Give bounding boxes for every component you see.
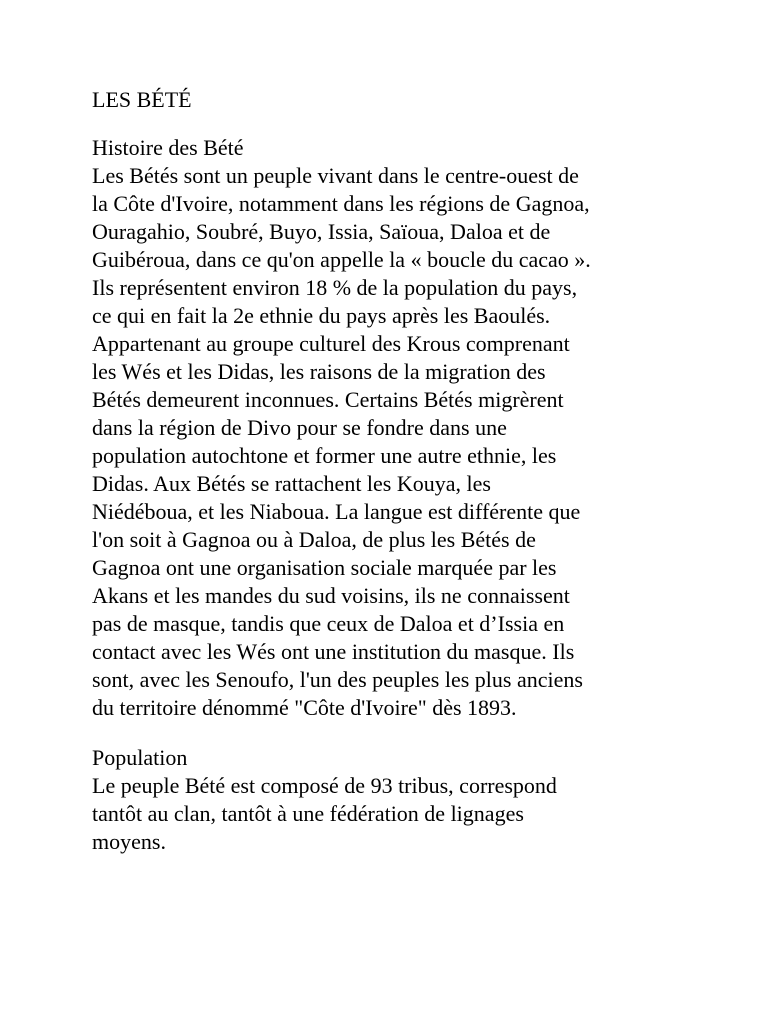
text-line: Akans et les mandes du sud voisins, ils ne connaissent [92,583,570,608]
section-heading-histoire: Histoire des Bété [92,135,244,160]
text-line: dans la région de Divo pour se fondre dans une [92,415,507,440]
text-line: l'on soit à Gagnoa ou à Daloa, de plus les Bétés de [92,527,536,552]
text-line: Appartenant au groupe culturel des Krous comprenant [92,331,570,356]
section-histoire [92,134,708,722]
text-line: ce qui en fait la 2e ethnie du pays après les Baoulés. [92,303,551,328]
text-line: Bétés demeurent inconnues. Certains Bétés migrèrent [92,387,564,412]
section-population [92,744,708,856]
section-heading-population: Population [92,745,188,770]
document-title: LES BÉTÉ [92,87,192,112]
text-line: sont, avec les Senoufo, l'un des peuples les plus anciens [92,667,583,692]
text-line: pas de masque, tandis que ceux de Daloa et d’Issia en [92,611,565,636]
text-line: du territoire dénommé "Côte d'Ivoire" dès 1893. [92,695,517,720]
text-line: Ouragahio, Soubré, Buyo, Issia, Saïoua, Daloa et de [92,219,551,244]
section-body-population [92,772,708,856]
text-line: Gagnoa ont une organisation sociale marquée par les [92,555,557,580]
text-line: la Côte d'Ivoire, notamment dans les régions de Gagnoa, [92,191,590,216]
text-line: population autochtone et former une autre ethnie, les [92,443,557,468]
text-line: contact avec les Wés ont une institution du masque. Ils [92,639,575,664]
text-line: Guibéroua, dans ce qu'on appelle la « boucle du cacao ». [92,247,591,272]
text-line: Niédéboua, et les Niaboua. La langue est différente que [92,499,581,524]
text-line: tantôt au clan, tantôt à une fédération de lignages [92,801,524,826]
text-line: Les Bétés sont un peuple vivant dans le centre-ouest de [92,163,579,188]
section-body-histoire [92,162,708,722]
document-page [92,86,708,878]
text-line: les Wés et les Didas, les raisons de la migration des [92,359,546,384]
text-line: Didas. Aux Bétés se rattachent les Kouya, les [92,471,491,496]
text-line: Ils représentent environ 18 % de la population du pays, [92,275,578,300]
text-line: moyens. [92,829,166,854]
text-line: Le peuple Bété est composé de 93 tribus, correspond [92,773,557,798]
